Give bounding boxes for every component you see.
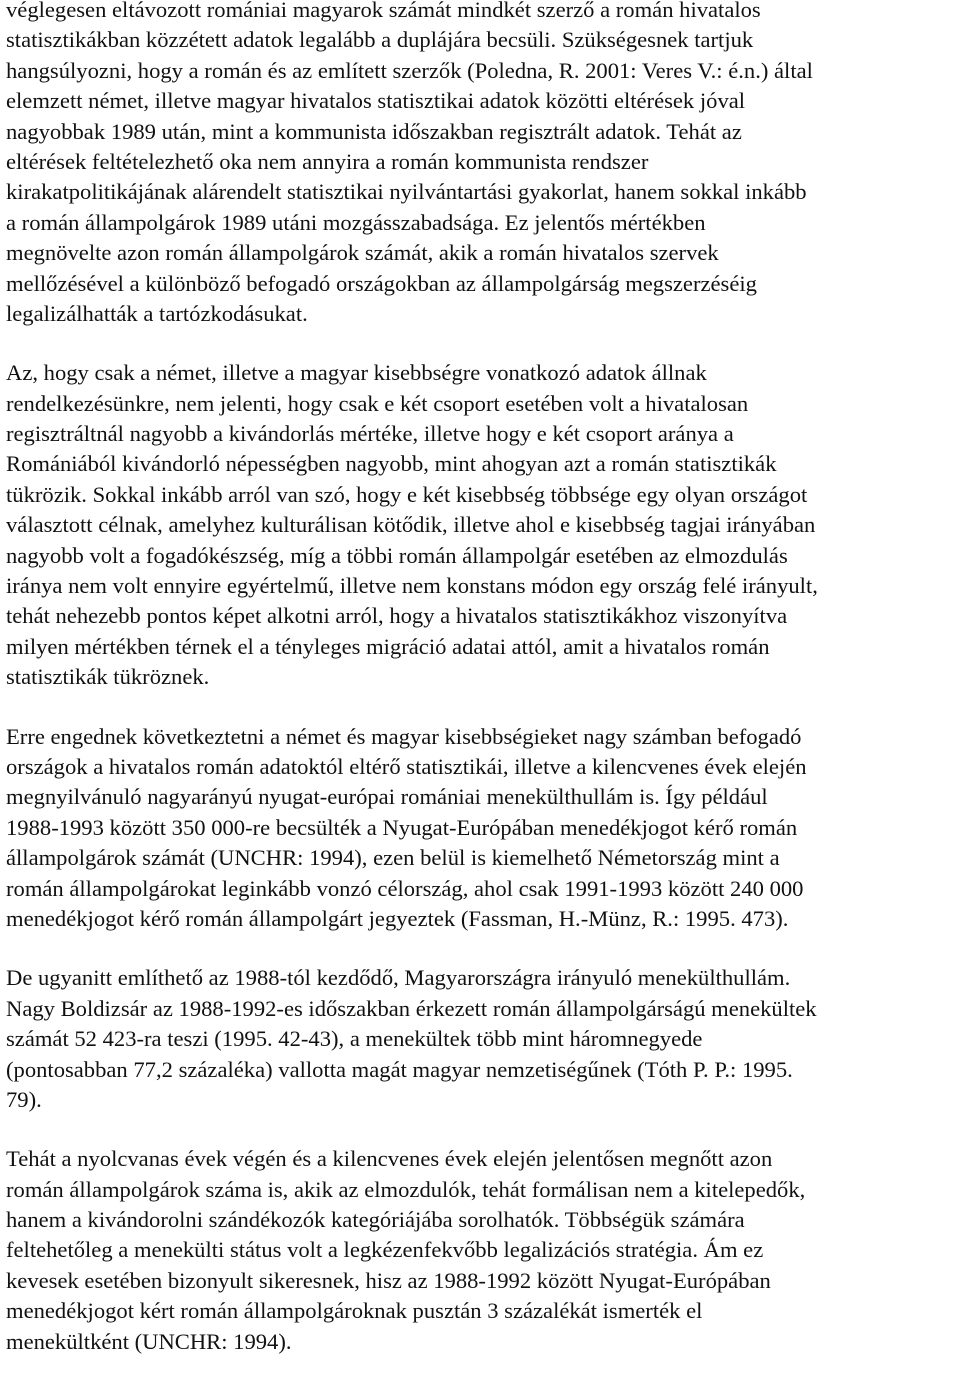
text-line: rendelkezésünkre, nem jelenti, hogy csak e két csoport esetében volt a hivatalosan (6, 390, 749, 416)
text-line: hanem a kivándorolni szándékozók kategóriájába sorolhatók. Többségük számára (6, 1207, 745, 1233)
text-line: 1988-1993 között 350 000-re becsülték a Nyugat-Európában menedékjogot kérő román (6, 814, 798, 840)
text-line: feltehetőleg a menekülti státus volt a legkézenfekvőbb legalizációs stratégia. Ám ez (6, 1237, 764, 1263)
paragraph-5 (6, 1144, 954, 1357)
paragraph-gap (6, 1115, 954, 1144)
text-line: hangsúlyozni, hogy a román és az említett szerzők (Poledna, R. 2001: Veres V.: é.n.) által (6, 57, 813, 83)
text-line: román állampolgárok száma is, akik az elmozdulók, tehát formálisan nem a kitelepedők, (6, 1176, 806, 1202)
paragraph-2 (6, 358, 954, 692)
text-line: De ugyanitt említhető az 1988-tól kezdődő, Magyarországra irányuló menekülthullám. (6, 965, 791, 991)
text-line: (pontosabban 77,2 százaléka) vallotta magát magyar nemzetiségűnek (Tóth P. P.: 1995. (6, 1056, 793, 1082)
paragraph-gap (6, 329, 954, 358)
text-line: véglegesen eltávozott romániai magyarok számát mindkét szerző a román hivatalos (6, 0, 761, 22)
text-line: választott célnak, amelyhez kulturálisan kötődik, illetve ahol e kisebbség tagjai irányában (6, 512, 816, 538)
text-line: mellőzésével a különböző befogadó országokban az állampolgárság megszerzéséig (6, 270, 757, 296)
text-line: megnövelte azon román állampolgárok számát, akik a román hivatalos szervek (6, 240, 719, 266)
text-line: elemzett német, illetve magyar hivatalos statisztikai adatok közötti eltérések jóval (6, 88, 746, 114)
text-line: menedékjogot kérő román állampolgárt jegyeztek (Fassman, H.-Münz, R.: 1995. 473). (6, 905, 789, 931)
text-line: állampolgárok számát (UNCHR: 1994), ezen belül is kiemelhető Németország mint a (6, 845, 780, 871)
text-line: 79). (6, 1086, 42, 1112)
text-line: menedékjogot kért román állampolgároknak pusztán 3 százalékát ismerték el (6, 1298, 703, 1324)
text-line: menekültként (UNCHR: 1994). (6, 1328, 292, 1354)
paragraph-4 (6, 963, 954, 1115)
text-line: milyen mértékben térnek el a tényleges migráció adatai attól, amit a hivatalos román (6, 633, 770, 659)
text-line: eltérések feltételezhető oka nem annyira a román kommunista rendszer (6, 148, 649, 174)
paragraph-1 (6, 0, 954, 329)
text-line: Az, hogy csak a német, illetve a magyar kisebbségre vonatkozó adatok állnak (6, 360, 707, 386)
text-line: nagyobb volt a fogadókészség, míg a többi román állampolgár esetében az elmozdulás (6, 542, 788, 568)
text-line: Romániából kivándorló népességben nagyobb, mint ahogyan azt a román statisztikák (6, 451, 777, 477)
text-line: tehát nehezebb pontos képet alkotni arról, hogy a hivatalos statisztikákhoz viszonyítva (6, 603, 788, 629)
text-line: számát 52 423-ra teszi (1995. 42-43), a menekültek több mint háromnegyede (6, 1026, 703, 1052)
paragraph-3 (6, 722, 954, 935)
paragraph-gap (6, 693, 954, 722)
paragraph-gap (6, 934, 954, 963)
text-line: Tehát a nyolcvanas évek végén és a kilencvenes évek elején jelentősen megnőtt azon (6, 1146, 773, 1172)
text-line: Erre engednek következtetni a német és magyar kisebbségieket nagy számban befogadó (6, 723, 802, 749)
text-line: iránya nem volt ennyire egyértelmű, illetve nem konstans módon egy ország felé irányult, (6, 573, 818, 599)
text-line: kirakatpolitikájának alárendelt statisztikai nyilvántartási gyakorlat, hanem sokkal inkább (6, 179, 807, 205)
text-line: regisztráltnál nagyobb a kivándorlás mértéke, illetve hogy e két csoport aránya a (6, 421, 734, 447)
text-line: statisztikák tükröznek. (6, 664, 210, 690)
text-line: a román állampolgárok 1989 utáni mozgásszabadsága. Ez jelentős mértékben (6, 209, 706, 235)
text-line: legalizálhatták a tartózkodásukat. (6, 300, 308, 326)
text-line: megnyilvánuló nagyarányú nyugat-európai romániai menekülthullám is. Így például (6, 784, 768, 810)
text-line: kevesek esetében bizonyult sikeresnek, hisz az 1988-1992 között Nyugat-Európában (6, 1267, 771, 1293)
text-line: országok a hivatalos román adatoktól eltérő statisztikái, illetve a kilencvenes évek elején (6, 753, 807, 779)
text-line: román állampolgárokat leginkább vonzó célország, ahol csak 1991-1993 között 240 000 (6, 875, 804, 901)
text-line: statisztikákban közzétett adatok legalább a duplájára becsüli. Szükségesnek tartjuk (6, 27, 754, 53)
text-line: Nagy Boldizsár az 1988-1992-es időszakban érkezett román állampolgárságú menekültek (6, 995, 817, 1021)
text-line: nagyobbak 1989 után, mint a kommunista időszakban regisztrált adatok. Tehát az (6, 118, 742, 144)
text-line: tükrözik. Sokkal inkább arról van szó, hogy e két kisebbség többsége egy olyan országot (6, 481, 808, 507)
